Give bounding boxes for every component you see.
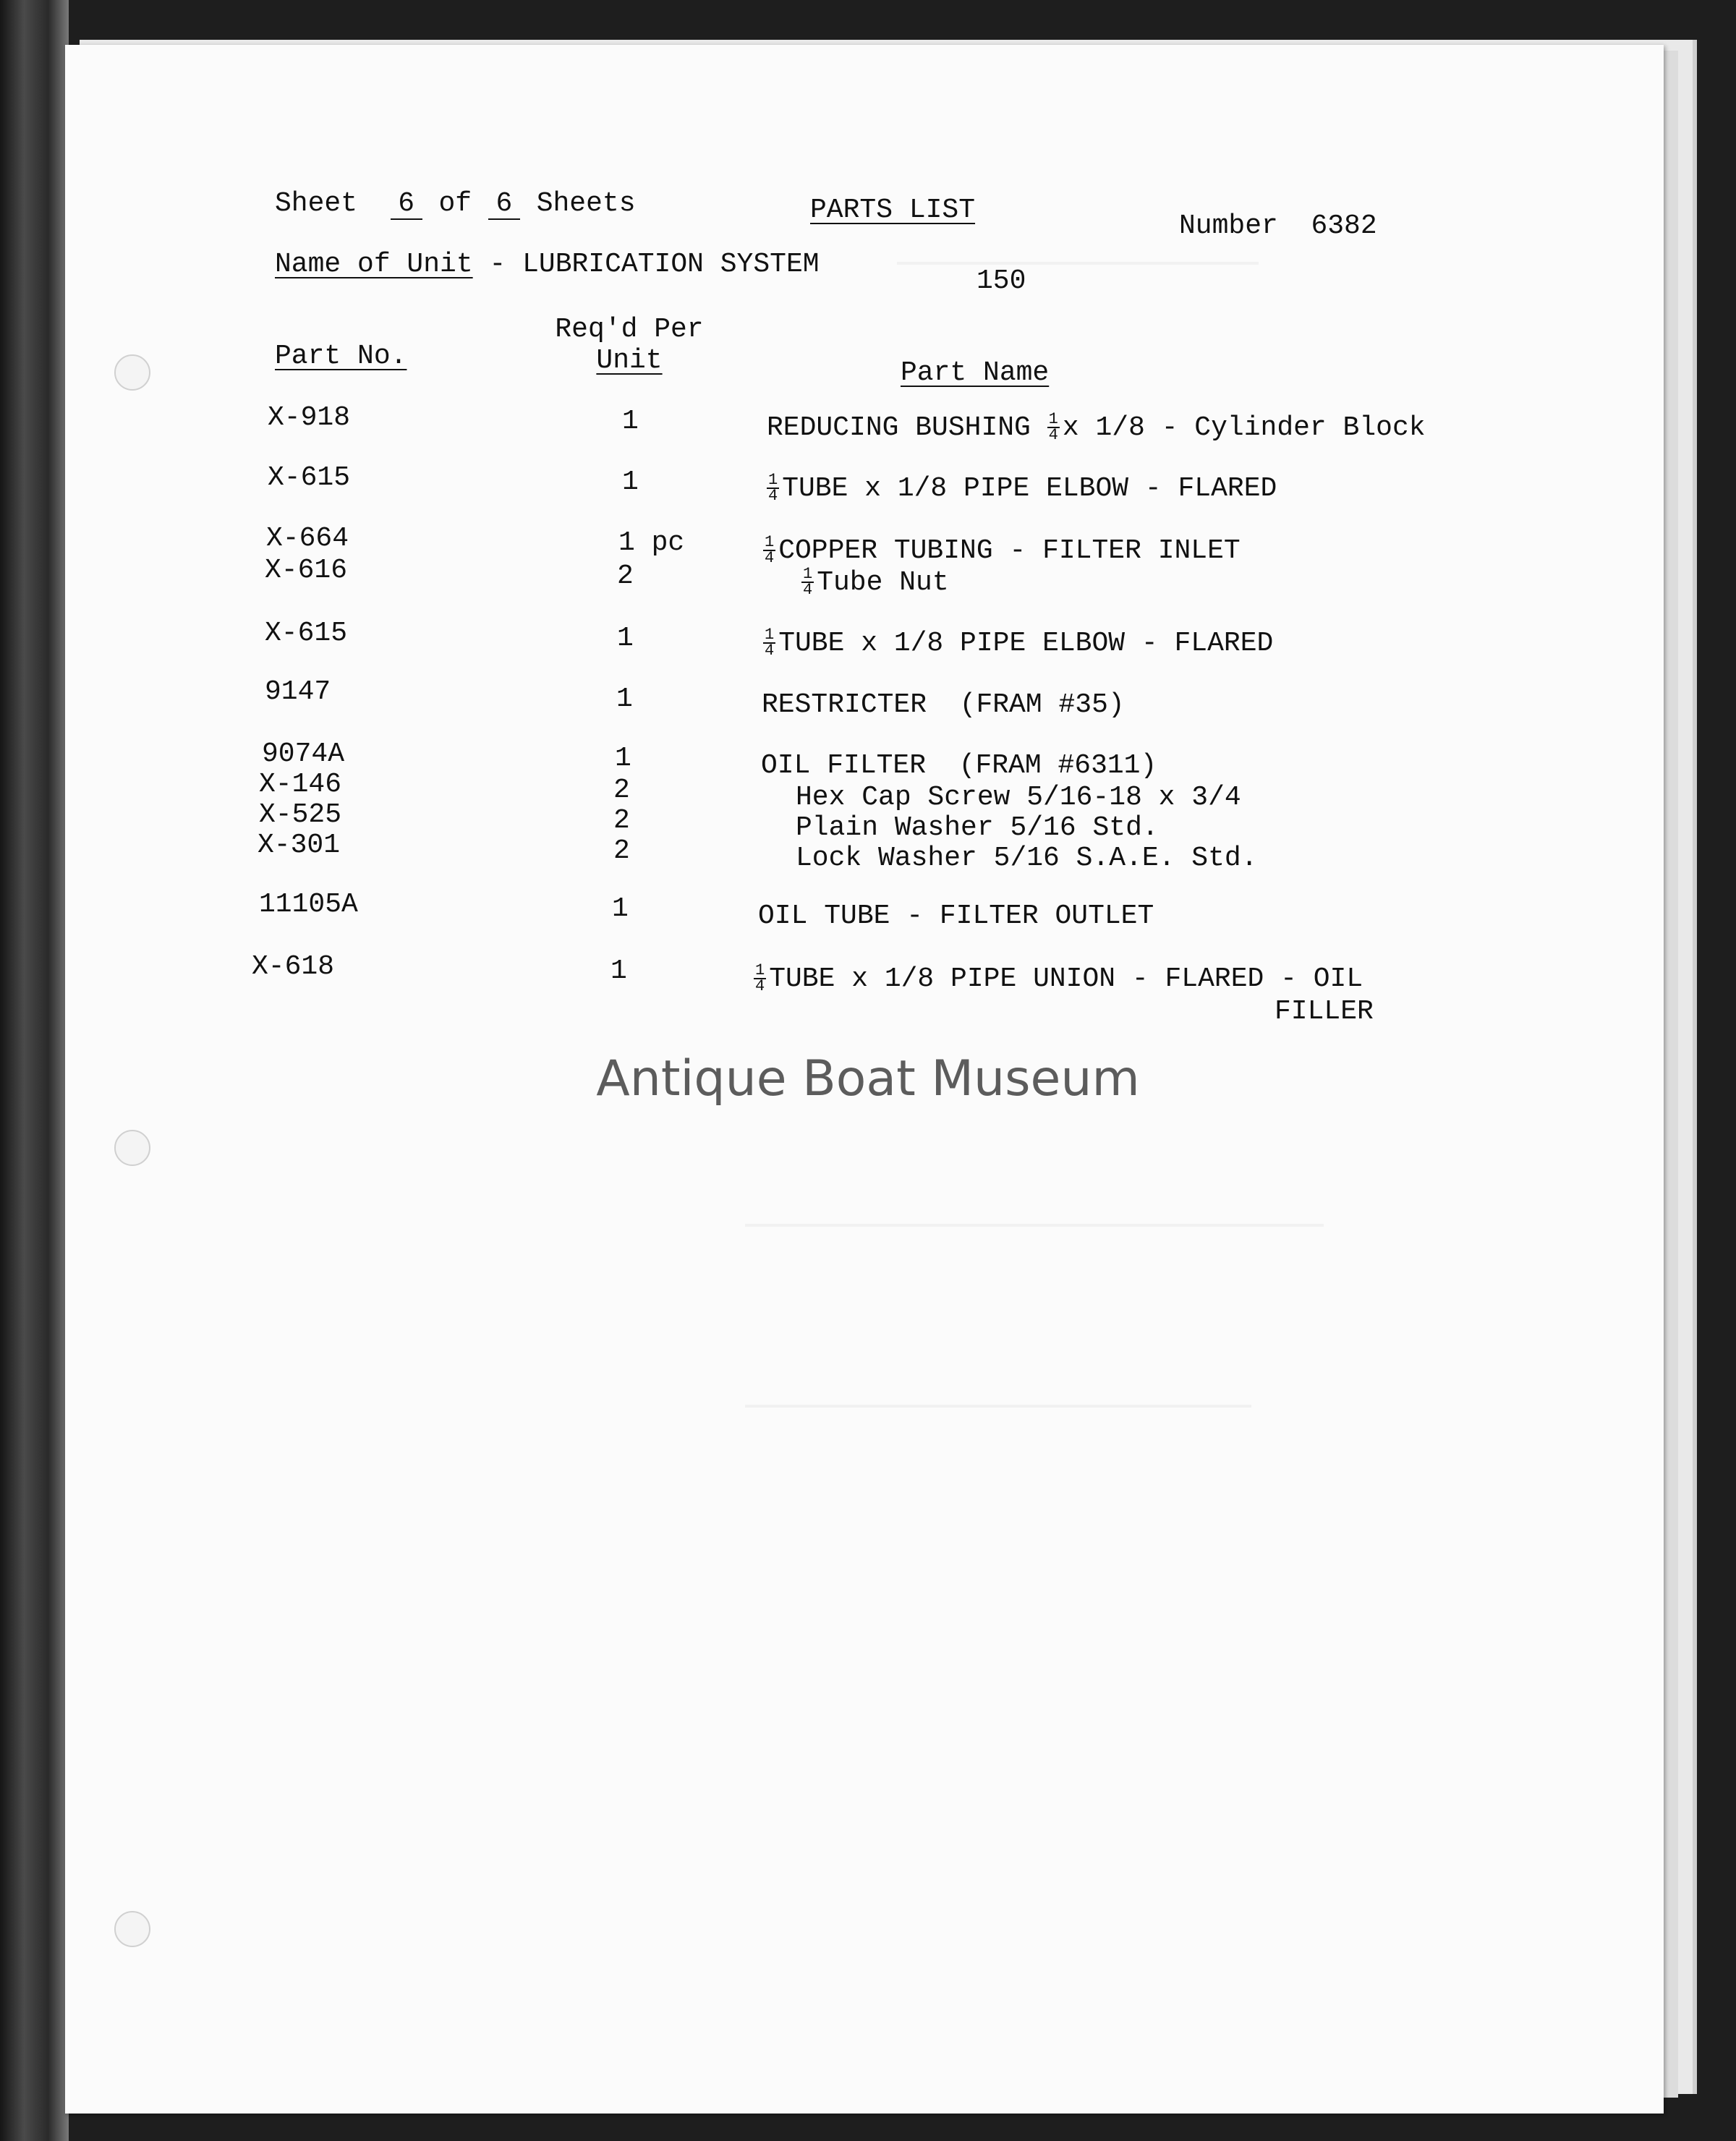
sheets-label: Sheets [536, 188, 636, 219]
part-name: REDUCING BUSHING $\frac{1}{4}$ x 1/8 - Cylinder Block [767, 410, 1426, 444]
part-number: X-615 [265, 618, 348, 649]
part-number: X-618 [252, 951, 335, 982]
sheet-label: Sheet [275, 188, 358, 219]
punch-hole [114, 354, 150, 391]
quantity: 2 [617, 561, 634, 592]
quantity: 1 pc [618, 527, 685, 558]
quantity: 2 [613, 835, 630, 867]
part-name: Plain Washer 5/16 Std. [796, 812, 1159, 843]
column-header-part-no: Part No. [275, 341, 407, 372]
part-name: Lock Washer 5/16 S.A.E. Std. [796, 843, 1258, 874]
unit-name: LUBRICATION SYSTEM [522, 249, 820, 280]
column-header-part-name: Part Name [901, 357, 1050, 388]
quantity: 2 [613, 775, 630, 806]
column-header-reqd-line2: Unit [596, 345, 663, 376]
sheet-total: 6 [488, 190, 520, 220]
part-name-continuation: FILLER [1275, 996, 1374, 1027]
column-header-reqd-line1: Req'd Per [555, 314, 704, 345]
sheet-number: 6 [391, 190, 422, 220]
fraction-quarter: $\frac{1}{4}$ [765, 533, 775, 567]
part-name: $\frac{1}{4}$ TUBE x 1/8 PIPE UNION - FLARED - OIL [755, 961, 1363, 995]
number-label: Number [1179, 210, 1278, 242]
part-name: Hex Cap Screw 5/16-18 x 3/4 [796, 782, 1241, 813]
fraction-quarter: $\frac{1}{4}$ [765, 626, 775, 660]
quantity: 1 [612, 893, 629, 924]
number-value: 6382 [1311, 210, 1377, 242]
part-name: $\frac{1}{4}$ COPPER TUBING - FILTER INLET [765, 533, 1241, 567]
quantity: 1 [610, 955, 627, 987]
bleed-through-mark [745, 1224, 1324, 1227]
part-name: OIL FILTER (FRAM #6311) [761, 750, 1157, 781]
unit-label: Name of Unit [275, 249, 473, 280]
quantity: 1 [622, 467, 639, 498]
punch-hole [114, 1911, 150, 1947]
of-label: of [438, 188, 472, 219]
part-number: X-301 [258, 830, 341, 861]
watermark: Antique Boat Museum [596, 1050, 1140, 1107]
quantity: 1 [617, 623, 634, 654]
part-number: 9147 [265, 676, 331, 707]
document-number [1179, 210, 1377, 242]
unit-line [275, 251, 820, 278]
part-name: $\frac{1}{4}$ TUBE x 1/8 PIPE ELBOW - FLARED [765, 626, 1274, 660]
part-number: X-918 [268, 402, 351, 433]
sheet-line [275, 190, 636, 220]
part-name: $\frac{1}{4}$ Tube Nut [803, 565, 949, 599]
bleed-through-mark [897, 262, 1259, 265]
fraction-quarter: $\frac{1}{4}$ [755, 961, 765, 995]
quantity: 1 [622, 406, 639, 437]
part-name: RESTRICTER (FRAM #35) [762, 689, 1125, 720]
part-number: X-525 [259, 799, 342, 830]
part-name: OIL TUBE - FILTER OUTLET [758, 901, 1154, 932]
unit-dash: - [489, 249, 506, 280]
bleed-through-mark [745, 1405, 1251, 1408]
fraction-quarter: $\frac{1}{4}$ [768, 471, 778, 505]
part-number: 9074A [262, 739, 345, 770]
quantity: 1 [615, 743, 631, 774]
part-number: 11105A [259, 889, 358, 920]
punch-hole [114, 1130, 150, 1166]
part-name: $\frac{1}{4}$ TUBE x 1/8 PIPE ELBOW - FLARED [768, 471, 1277, 505]
part-number: X-616 [265, 555, 348, 586]
page-title: PARTS LIST [810, 195, 976, 226]
quantity: 1 [616, 684, 633, 715]
fraction-quarter: $\frac{1}{4}$ [803, 565, 813, 599]
part-number: X-146 [259, 769, 342, 800]
part-number: X-615 [268, 462, 351, 493]
part-number: X-664 [266, 523, 349, 554]
fraction-quarter: $\frac{1}{4}$ [1048, 410, 1058, 444]
quantity: 2 [613, 805, 630, 836]
unit-code: 150 [977, 265, 1026, 297]
